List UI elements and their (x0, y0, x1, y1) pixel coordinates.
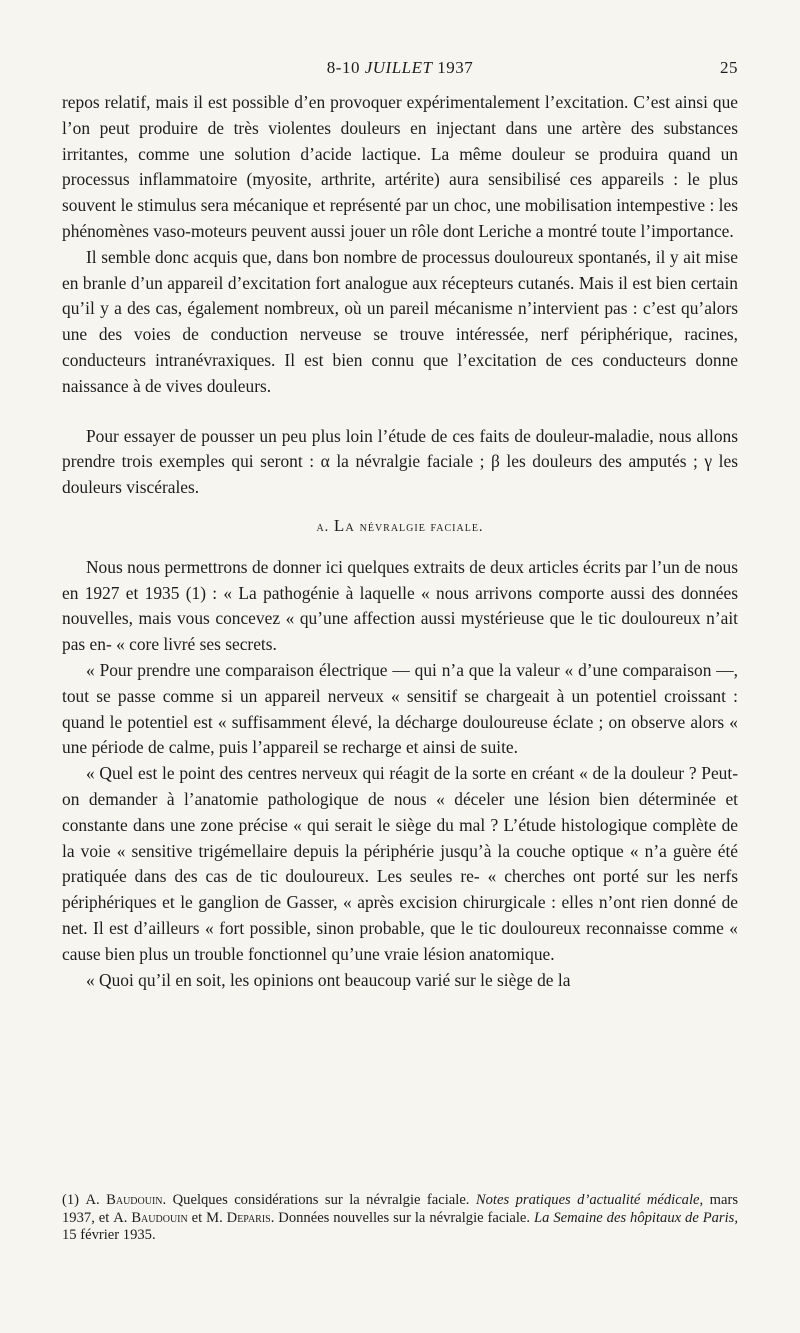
footnote-author-3: M. Deparis. (206, 1209, 275, 1226)
header-month: JUILLET (364, 58, 433, 77)
footnote-title-2: Données nouvelles sur la névralgie faciale. (278, 1209, 531, 1226)
body-text (62, 90, 738, 993)
footnote-journal-2: La Semaine des hôpitaux de Paris, (533, 1209, 738, 1226)
section-title-rest: névralgie faciale. (359, 518, 484, 535)
header-date (62, 58, 738, 78)
footnote-marker: (1) (62, 1192, 80, 1208)
quote-paragraph-2: « Pour prendre une comparaison électrique — qui n’a que la valeur « d’une comparaison —, tout se passe comme si un appareil nerveux « sensitif se chargeait à un potentiel croissant : quand le potentiel est « suffisamment élevé, la décharge douloureuse éclate ; on observe alors « une période de calme, puis l’appareil se recharge et ainsi de suite. (62, 659, 738, 758)
footnote (62, 1192, 738, 1245)
header-year: 1937 (437, 58, 474, 77)
page-number: 25 (720, 58, 738, 77)
page (62, 58, 738, 993)
footnote-and: et (191, 1209, 203, 1226)
footnote-date-1: mars 1937, et (62, 1192, 738, 1226)
footnote-author-2: A. Baudouin (113, 1209, 188, 1226)
quote-paragraph-3: « Quel est le point des centres nerveux qui réagit de la sorte en créant « de la douleur ? Peut-on demander à l’anatomie pathologique de nous « déceler une lésion bien déterminée et constante dans une zone précise « qui serait le siège du mal ? L’étude histologique complète de la voie « sensitive trigémellaire depuis la périphérie jusqu’à la couche optique « n’a guère été pratiquée dans des cas de tic douloureux. Les seules re- « cherches ont porté sur les nerfs périphériques et le ganglion de Gasser, « après excision chirurgicale : elles n’ont rien donné de net. Il est d’ailleurs « fort possible, sinon probable, que le tic douloureux reconnaisse comme « cause bien plus un trouble fonctionnel qu’une vraie lésion anatomique. (62, 763, 738, 964)
section-letter: α. (316, 518, 330, 535)
footnote-journal-1: Notes pratiques d’actualité médicale, (475, 1192, 704, 1208)
footnote-title-1: Quelques considérations sur la névralgie faciale. (172, 1192, 470, 1208)
quote-paragraph-1: Nous nous permettrons de donner ici quelques extraits de deux articles écrits par l’un de nous en 1927 et 1935 (1) : « La pathogénie à laquelle « nous arrivons comporte aussi des données nouvelles, mais vous concevez « qu’une affection aussi mystérieuse que le tic douloureux n’ait pas en- « core livré ses secrets. (62, 556, 738, 655)
quote-paragraph-4: « Quoi qu’il en soit, les opinions ont beaucoup varié sur le siège de la (86, 969, 571, 990)
footnote-author-1: A. Baudouin. (85, 1192, 167, 1208)
paragraph-3: Pour essayer de pousser un peu plus loin l’étude de ces faits de douleur-maladie, nous allons prendre trois exemples qui seront : α la névralgie faciale ; β les douleurs des amputés ; γ les douleurs viscérales. (62, 425, 738, 498)
footnote-date-2: 15 février 1935. (62, 1227, 156, 1243)
paragraph-2: Il semble donc acquis que, dans bon nombre de processus douloureux spontanés, il y ait mise en branle d’un appareil d’excitation fort analogue aux récepteurs cutanés. Mais il est bien certain qu’il y a des cas, également nombreux, où un pareil mécanisme n’intervient pas : c’est qu’alors une des voies de conduction nerveuse se trouve intéressée, nerf périphérique, racines, conducteurs intranévraxiques. Il est bien connu que l’excitation de ces conducteurs donne naissance à de vives douleurs. (62, 246, 738, 396)
running-header (62, 58, 738, 84)
section-title (62, 513, 738, 541)
paragraph-1: repos relatif, mais il est possible d’en provoquer expérimentalement l’excitation. C’est ainsi que l’on peut produire de très violentes douleurs en injectant dans une artère des substances irritantes, comme une solution d’acide lactique. La même douleur se produira quand un processus inflammatoire (myosite, arthrite, artérite) aura sensibilisé ces appareils : le plus souvent le stimulus sera mécanique et représenté par un choc, une mobilisation intempestive : les phénomènes vaso-moteurs peuvent aussi jouer un rôle dont Leriche a montré toute l’importance. (62, 92, 738, 241)
section-title-first: La (333, 515, 355, 535)
header-dates: 8-10 (326, 58, 360, 77)
